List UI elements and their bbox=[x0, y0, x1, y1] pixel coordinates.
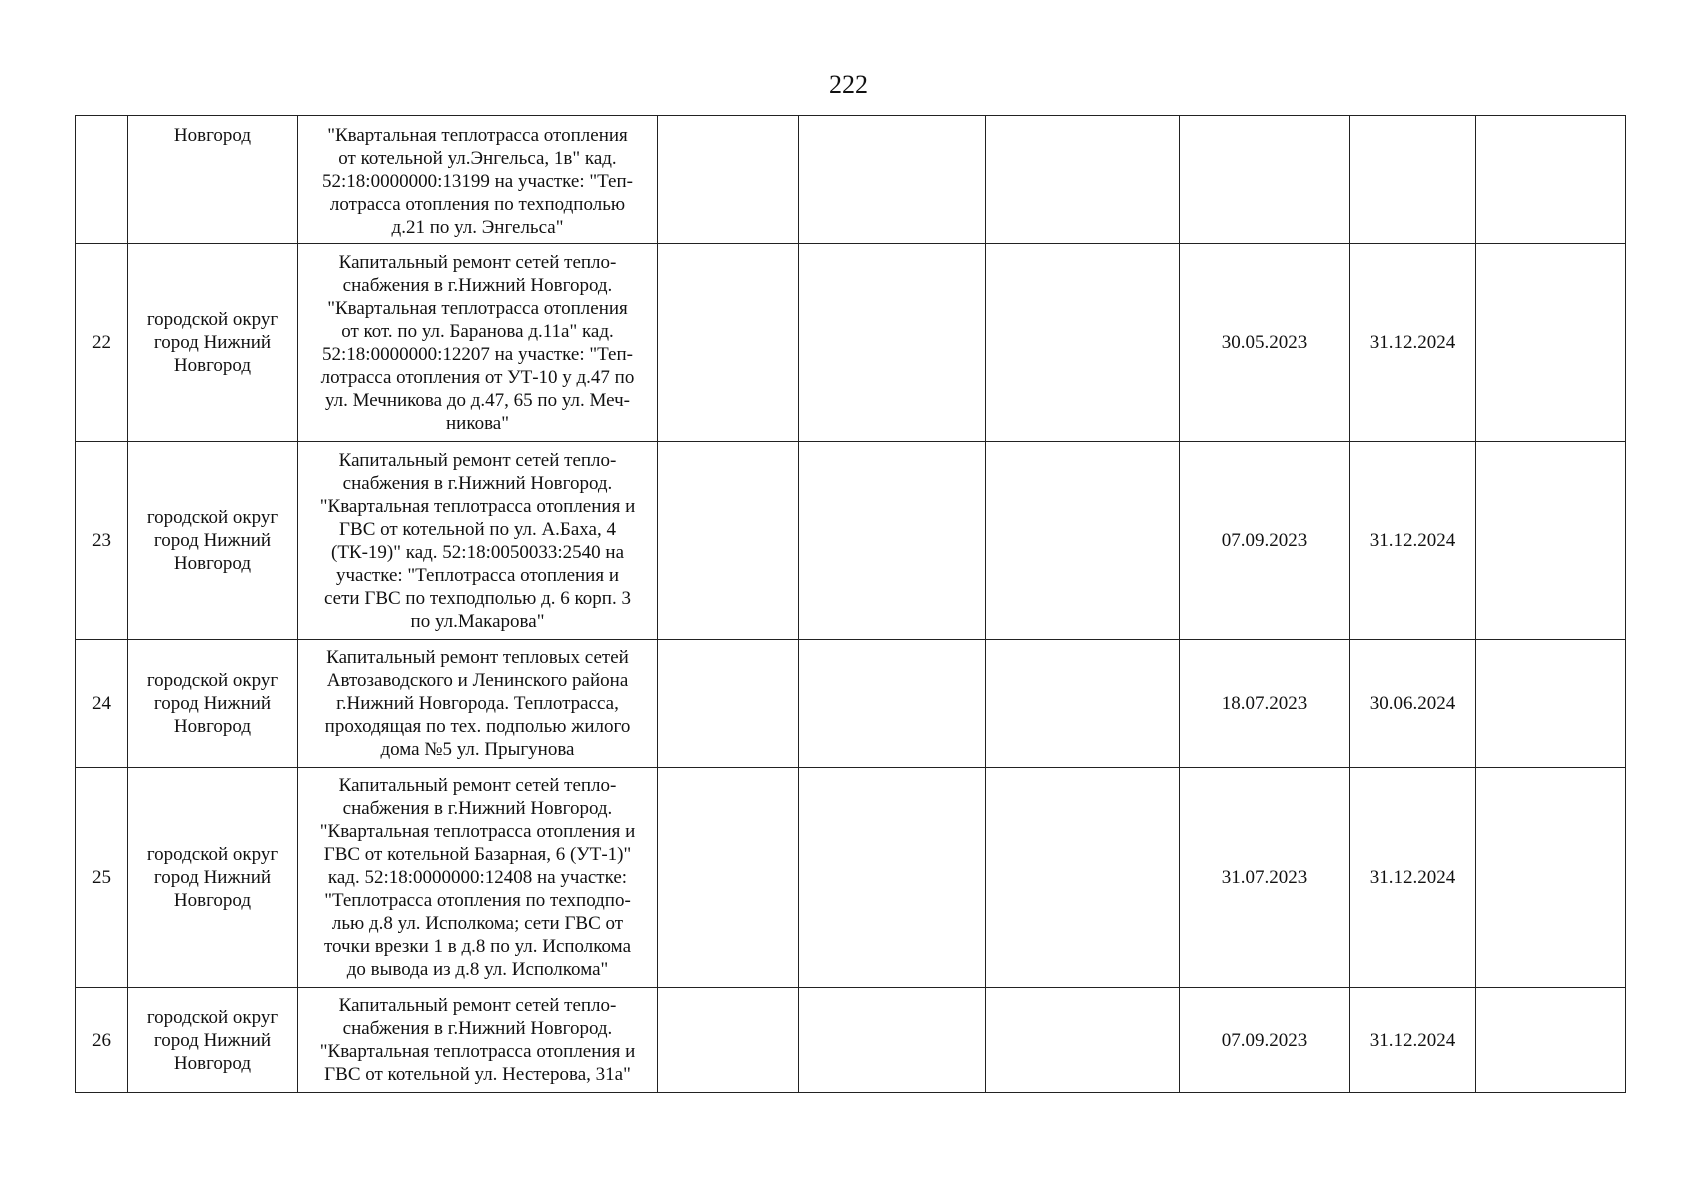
empty-cell-6 bbox=[986, 988, 1180, 1093]
page-number: 222 bbox=[829, 70, 868, 99]
empty-cell-6 bbox=[986, 768, 1180, 988]
end-date-cell: 31.12.2024 bbox=[1350, 988, 1476, 1093]
empty-cell-5 bbox=[799, 244, 986, 442]
end-date-cell: 31.12.2024 bbox=[1350, 442, 1476, 640]
start-date-cell bbox=[1180, 116, 1350, 244]
empty-cell-4 bbox=[658, 116, 799, 244]
table-row bbox=[76, 442, 1626, 640]
empty-cell-9 bbox=[1476, 640, 1626, 768]
object-description-cell: Капитальный ремонт тепловых сетей Автозаводского и Ленинского района г.Нижний Новгорода. Теплотрасса, проходящая по тех. подполью жилого дома №5 ул. Прыгунова bbox=[298, 640, 658, 768]
empty-cell-9 bbox=[1476, 442, 1626, 640]
end-date-cell: 31.12.2024 bbox=[1350, 244, 1476, 442]
municipality-cell: городской округ город Нижний Новгород bbox=[128, 988, 298, 1093]
end-date-cell bbox=[1350, 116, 1476, 244]
object-description-cell: Капитальный ремонт сетей тепло- снабжения в г.Нижний Новгород. "Квартальная теплотрасса отопления от кот. по ул. Баранова д.11а" кад. 52:18:0000000:12207 на участке: "Теп- лотрасса отопления от УТ-10 у д.47 по ул. Мечникова до д.47, 65 по ул. Меч- никова" bbox=[298, 244, 658, 442]
empty-cell-5 bbox=[799, 768, 986, 988]
empty-cell-6 bbox=[986, 442, 1180, 640]
row-number: 23 bbox=[76, 442, 128, 640]
municipality-cell: Новгород bbox=[128, 116, 298, 244]
end-date-cell: 31.12.2024 bbox=[1350, 768, 1476, 988]
empty-cell-9 bbox=[1476, 116, 1626, 244]
empty-cell-4 bbox=[658, 640, 799, 768]
row-number: 25 bbox=[76, 768, 128, 988]
table-row bbox=[76, 244, 1626, 442]
empty-cell-5 bbox=[799, 640, 986, 768]
empty-cell-4 bbox=[658, 442, 799, 640]
empty-cell-4 bbox=[658, 244, 799, 442]
empty-cell-5 bbox=[799, 116, 986, 244]
start-date-cell: 07.09.2023 bbox=[1180, 988, 1350, 1093]
object-description-cell: Капитальный ремонт сетей тепло- снабжения в г.Нижний Новгород. "Квартальная теплотрасса отопления и ГВС от котельной Базарная, 6 (УТ-1)" кад. 52:18:0000000:12408 на участке: "Теплотрасса отопления по техподпо- лью д.8 ул. Исполкома; сети ГВС от точки врезки 1 в д.8 по ул. Исполкома до вывода из д.8 ул. Исполкома" bbox=[298, 768, 658, 988]
works-table bbox=[75, 115, 1626, 1093]
object-description-cell: Капитальный ремонт сетей тепло- снабжения в г.Нижний Новгород. "Квартальная теплотрасса отопления и ГВС от котельной по ул. А.Баха, 4 (ТК-19)" кад. 52:18:0050033:2540 на участке: "Теплотрасса отопления и сети ГВС по техподполью д. 6 корп. 3 по ул.Макарова" bbox=[298, 442, 658, 640]
start-date-cell: 07.09.2023 bbox=[1180, 442, 1350, 640]
empty-cell-9 bbox=[1476, 244, 1626, 442]
start-date-cell: 18.07.2023 bbox=[1180, 640, 1350, 768]
row-number: 22 bbox=[76, 244, 128, 442]
start-date-cell: 30.05.2023 bbox=[1180, 244, 1350, 442]
start-date-cell: 31.07.2023 bbox=[1180, 768, 1350, 988]
object-description-cell: "Квартальная теплотрасса отопления от котельной ул.Энгельса, 1в" кад. 52:18:0000000:13199 на участке: "Теп- лотрасса отопления по техподполью д.21 по ул. Энгельса" bbox=[298, 116, 658, 244]
municipality-cell: городской округ город Нижний Новгород bbox=[128, 442, 298, 640]
table-row bbox=[76, 116, 1626, 244]
object-description-cell: Капитальный ремонт сетей тепло- снабжения в г.Нижний Новгород. "Квартальная теплотрасса отопления и ГВС от котельной ул. Нестерова, 31а" bbox=[298, 988, 658, 1093]
empty-cell-6 bbox=[986, 116, 1180, 244]
empty-cell-9 bbox=[1476, 768, 1626, 988]
row-number bbox=[76, 116, 128, 244]
empty-cell-5 bbox=[799, 442, 986, 640]
row-number: 26 bbox=[76, 988, 128, 1093]
empty-cell-9 bbox=[1476, 988, 1626, 1093]
empty-cell-6 bbox=[986, 244, 1180, 442]
table-row bbox=[76, 768, 1626, 988]
row-number: 24 bbox=[76, 640, 128, 768]
table-row bbox=[76, 988, 1626, 1093]
empty-cell-4 bbox=[658, 768, 799, 988]
municipality-cell: городской округ город Нижний Новгород bbox=[128, 768, 298, 988]
empty-cell-4 bbox=[658, 988, 799, 1093]
table-row bbox=[76, 640, 1626, 768]
municipality-cell: городской округ город Нижний Новгород bbox=[128, 244, 298, 442]
empty-cell-6 bbox=[986, 640, 1180, 768]
municipality-cell: городской округ город Нижний Новгород bbox=[128, 640, 298, 768]
empty-cell-5 bbox=[799, 988, 986, 1093]
end-date-cell: 30.06.2024 bbox=[1350, 640, 1476, 768]
